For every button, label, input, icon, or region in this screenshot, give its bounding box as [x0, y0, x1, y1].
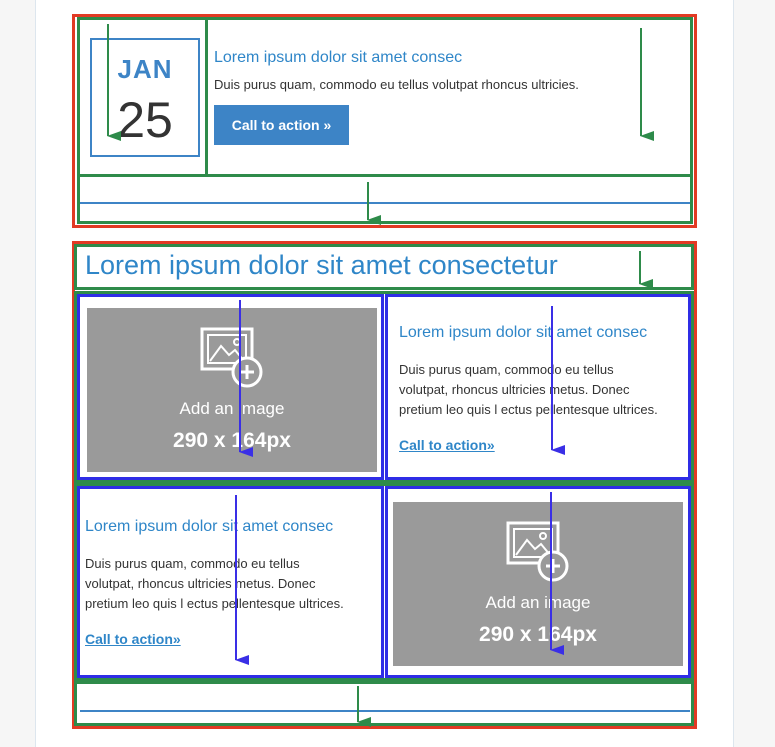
divider-row-outline [77, 174, 693, 224]
divider-line [80, 202, 690, 204]
block-2-cta-link[interactable]: Call to action» [85, 631, 181, 647]
date-day: 25 [117, 92, 173, 148]
image-caption-1: Add an image [179, 399, 285, 418]
block-2-heading: Lorem ipsum dolor sit amet consec [85, 518, 334, 535]
block-1-cta-link[interactable]: Call to action» [399, 437, 495, 453]
section-title: Lorem ipsum dolor sit amet consectetur [85, 250, 558, 280]
event-heading: Lorem ipsum dolor sit amet consec [214, 49, 463, 66]
event-body: Duis purus quam, commodo eu tellus volutpat rhoncus ultricies. [214, 77, 579, 92]
image-placeholder-2[interactable] [393, 502, 683, 666]
image-dimensions-2: 290 x 164px [479, 623, 597, 646]
event-cta-button[interactable]: Call to action » [214, 105, 349, 145]
image-caption-2: Add an image [485, 593, 591, 612]
footer-divider-line [80, 710, 690, 712]
date-month: JAN [117, 54, 173, 84]
block-2-body: Duis purus quam, commodo eu tellus volutpat, rhoncus ultricies metus. Donec pretium leo quis l ectus pellentesque ultrices. [85, 556, 344, 611]
image-placeholder-1[interactable] [87, 308, 377, 472]
date-badge [90, 38, 200, 157]
image-placeholder-icon [197, 324, 267, 388]
image-placeholder-icon [503, 518, 573, 582]
image-dimensions-1: 290 x 164px [173, 429, 291, 452]
block-1-heading: Lorem ipsum dolor sit amet consec [399, 324, 648, 341]
block-1-body: Duis purus quam, commodo eu tellus volutpat, rhoncus ultricies metus. Donec pretium leo quis l ectus pellentesque ultrices. [399, 362, 658, 417]
footer-row-outline [74, 681, 694, 726]
